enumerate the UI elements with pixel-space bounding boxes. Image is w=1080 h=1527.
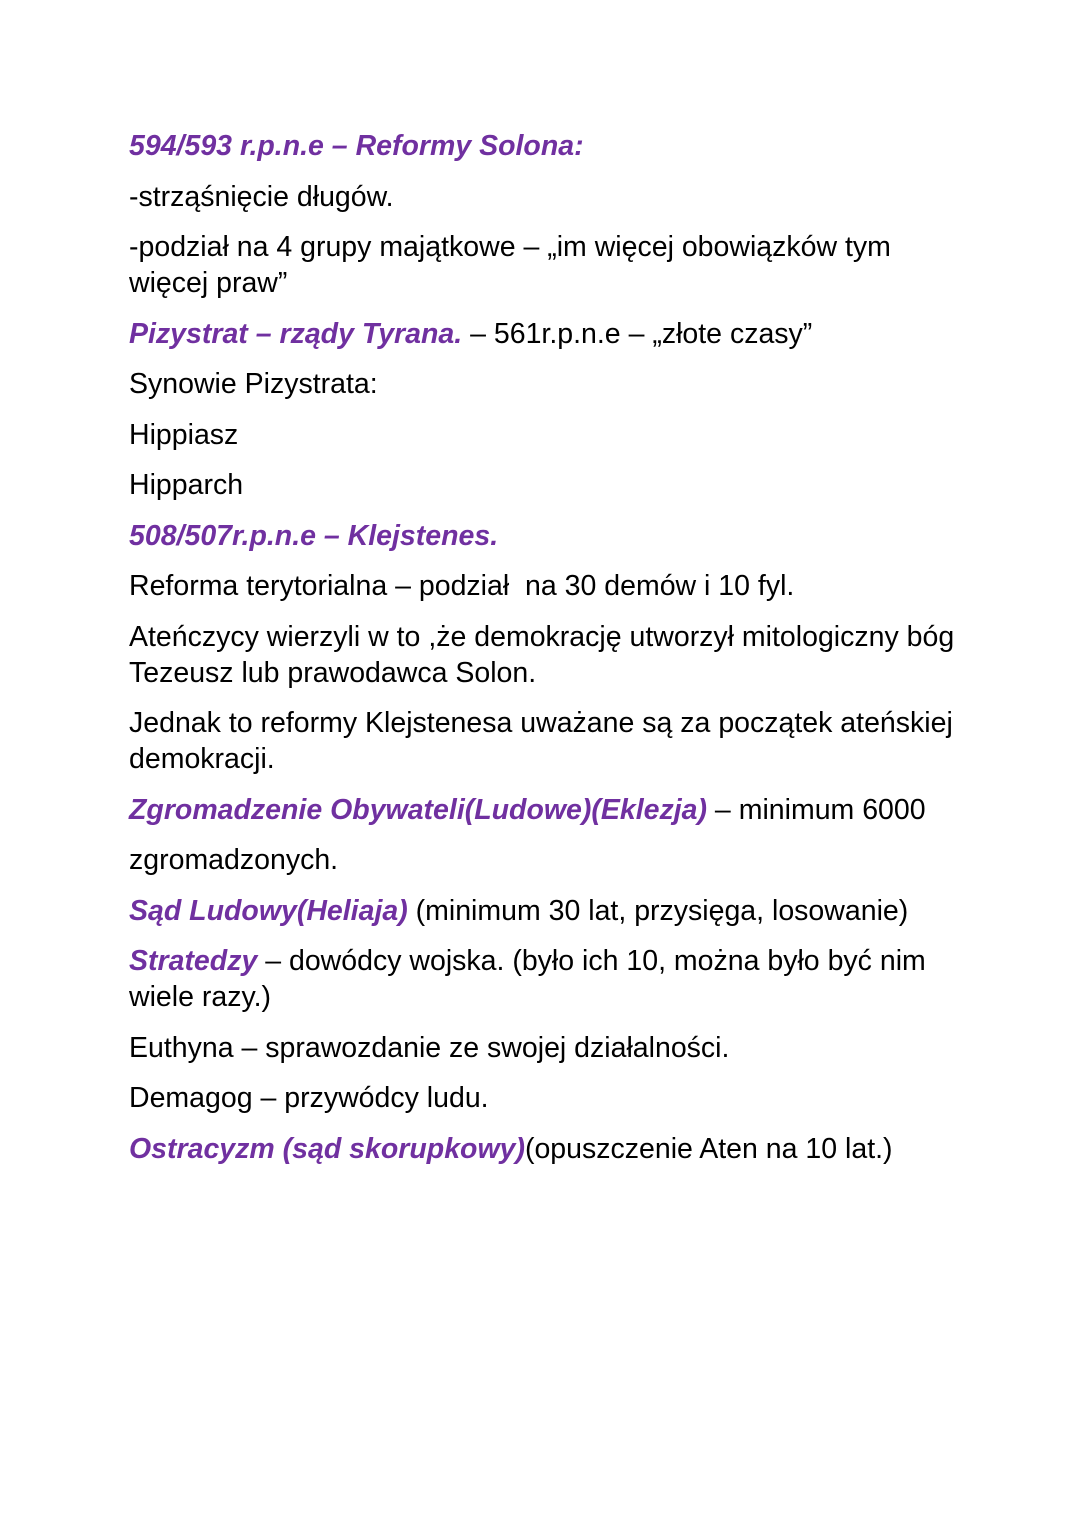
paragraph (129, 229, 959, 301)
body-text: – dowódcy wojska. (było ich 10, można było być nim wiele razy.) (129, 945, 934, 1013)
paragraph (129, 417, 959, 453)
document-page (129, 128, 962, 1181)
body-text: Euthyna – sprawozdanie ze swojej działalności. (129, 1031, 730, 1064)
body-text: Demagog – przywódcy ludu. (129, 1082, 489, 1114)
body-text: Ateńczycy wierzyli w to ,że demokrację utworzył mitologiczny bóg Tezeusz lub prawodawca Solon. (129, 620, 962, 689)
paragraph (129, 842, 959, 878)
highlighted-heading: Pizystrat – rządy Tyrana. (129, 317, 463, 350)
body-text: Jednak to reformy Klejstenesa uważane są za początek ateńskiej demokracji. (129, 707, 961, 775)
body-text: (opuszczenie Aten na 10 lat.) (524, 1132, 893, 1165)
paragraph (129, 943, 959, 1015)
highlighted-heading: Zgromadzenie Obywateli(Ludowe)(Eklezja) (129, 793, 708, 826)
body-text: Synowie Pizystrata: (129, 368, 378, 400)
paragraph (129, 467, 959, 503)
paragraph (129, 1030, 959, 1066)
body-text: – minimum 6000 (707, 793, 926, 826)
paragraph (129, 893, 959, 929)
paragraph (129, 179, 959, 215)
highlighted-heading: 508/507r.p.n.e – Klejstenes. (129, 519, 499, 552)
highlighted-heading: Stratedzy (129, 945, 258, 977)
highlighted-heading: Ostracyzm (sąd skorupkowy) (129, 1132, 525, 1165)
body-text: zgromadzonych. (129, 844, 339, 876)
highlighted-heading: Sąd Ludowy(Heliaja) (129, 894, 408, 927)
body-text: Hippiasz (129, 418, 239, 451)
paragraph (129, 316, 959, 352)
paragraph (129, 792, 959, 828)
paragraph (129, 1080, 959, 1116)
body-text: (minimum 30 lat, przysięga, losowanie) (407, 894, 909, 927)
body-text: -strząśnięcie długów. (129, 180, 394, 213)
paragraph (129, 619, 962, 691)
body-text: – 561r.p.n.e – „złote czasy” (462, 317, 813, 350)
body-text: Hipparch (129, 469, 244, 501)
paragraph (129, 705, 959, 777)
body-text: -podział na 4 grupy majątkowe – „im więcej obowiązków tym więcej praw” (129, 231, 899, 299)
paragraph (129, 1131, 959, 1167)
body-text: Reforma terytorialna – podział na 30 demów i 10 fyl. (129, 570, 795, 602)
paragraph (129, 128, 959, 164)
highlighted-heading: 594/593 r.p.n.e – Reformy Solona: (129, 130, 584, 162)
paragraph (129, 568, 959, 604)
paragraph (129, 518, 959, 554)
paragraph (129, 366, 959, 402)
